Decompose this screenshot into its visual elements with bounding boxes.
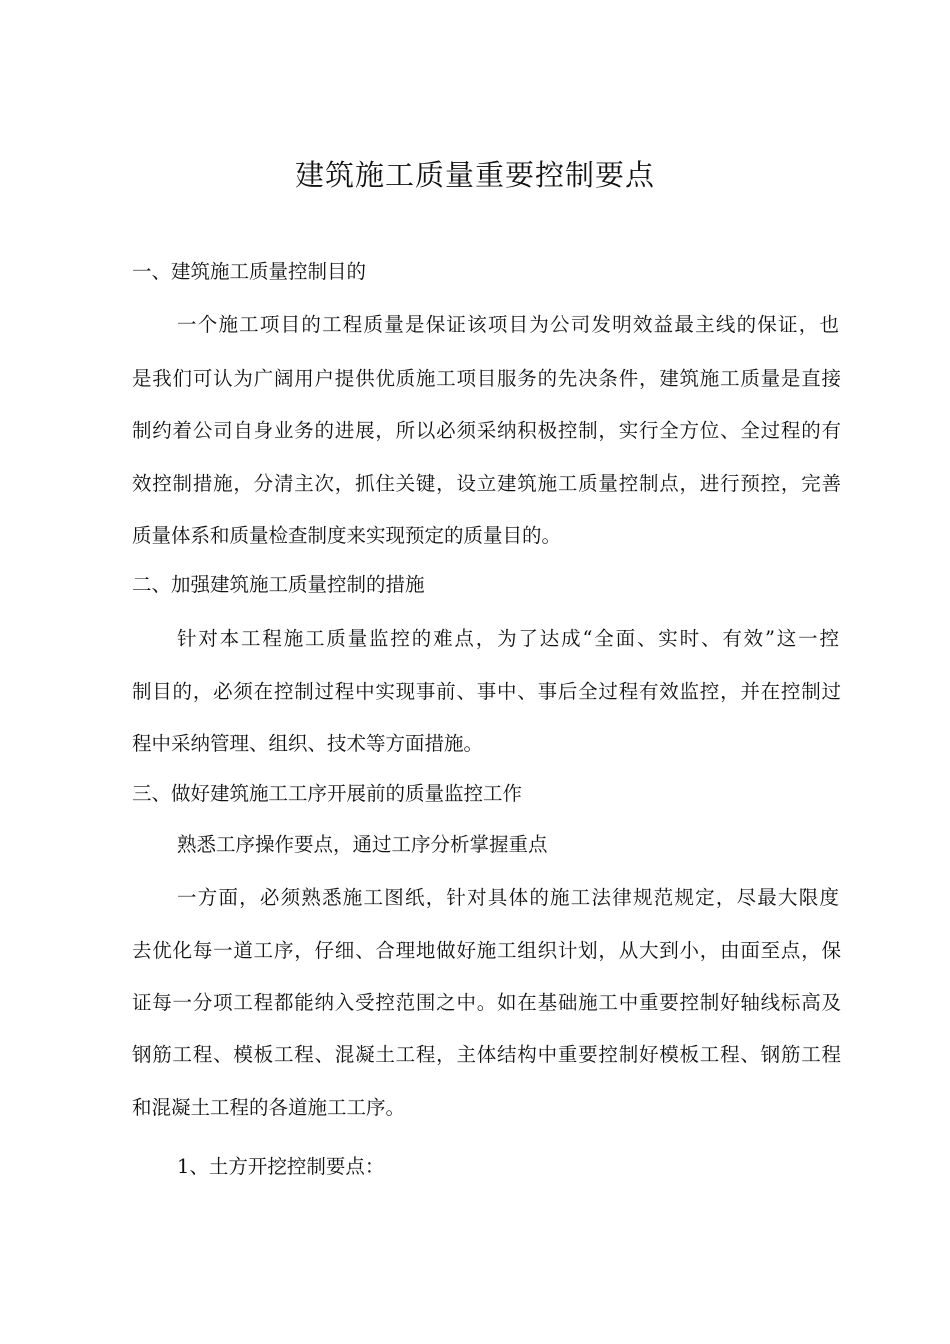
- paragraph-line: 证每一分项工程都能纳入受控范围之中。如在基础施工中重要控制好轴线标高及: [132, 991, 841, 1014]
- paragraph-line: 是我们可认为广阔用户提供优质施工项目服务的先决条件，建筑施工质量是直接: [132, 367, 841, 390]
- paragraph-line: 针对本工程施工质量监控的难点，为了达成“全面、实时、有效”这一控: [177, 627, 839, 650]
- document-title: 建筑施工质量重要控制要点: [294, 158, 655, 192]
- section-heading-1: 一、建筑施工质量控制目的: [132, 260, 367, 283]
- paragraph-line: 一个施工项目的工程质量是保证该项目为公司发明效益最主线的保证，也: [177, 313, 839, 336]
- subheading: 1、土方开挖控制要点：: [177, 1155, 385, 1178]
- paragraph-line: 一方面，必须熟悉施工图纸，针对具体的施工法律规范规定，尽最大限度: [177, 886, 839, 909]
- paragraph-line: 质量体系和质量检查制度来实现预定的质量目的。: [132, 524, 562, 547]
- paragraph-line: 程中采纳管理、组织、技术等方面措施。: [132, 732, 484, 755]
- paragraph-line: 制目的，必须在控制过程中实现事前、事中、事后全过程有效监控，并在控制过: [132, 680, 841, 703]
- subheading: 熟悉工序操作要点，通过工序分析掌握重点: [177, 833, 548, 856]
- paragraph-line: 制约着公司自身业务的进展，所以必须采纳积极控制，实行全方位、全过程的有: [132, 419, 841, 442]
- paragraph-line: 去优化每一道工序，仔细、合理地做好施工组织计划，从大到小，由面至点，保: [132, 939, 841, 962]
- section-heading-3: 三、做好建筑施工工序开展前的质量监控工作: [132, 782, 523, 805]
- paragraph-line: 钢筋工程、模板工程、混凝土工程，主体结构中重要控制好模板工程、钢筋工程: [132, 1043, 841, 1066]
- paragraph-line: 和混凝土工程的各道施工工序。: [132, 1096, 406, 1119]
- section-heading-2: 二、加强建筑施工质量控制的措施: [132, 573, 425, 596]
- paragraph-line: 效控制措施，分清主次，抓住关键，设立建筑施工质量控制点，进行预控，完善: [132, 472, 841, 495]
